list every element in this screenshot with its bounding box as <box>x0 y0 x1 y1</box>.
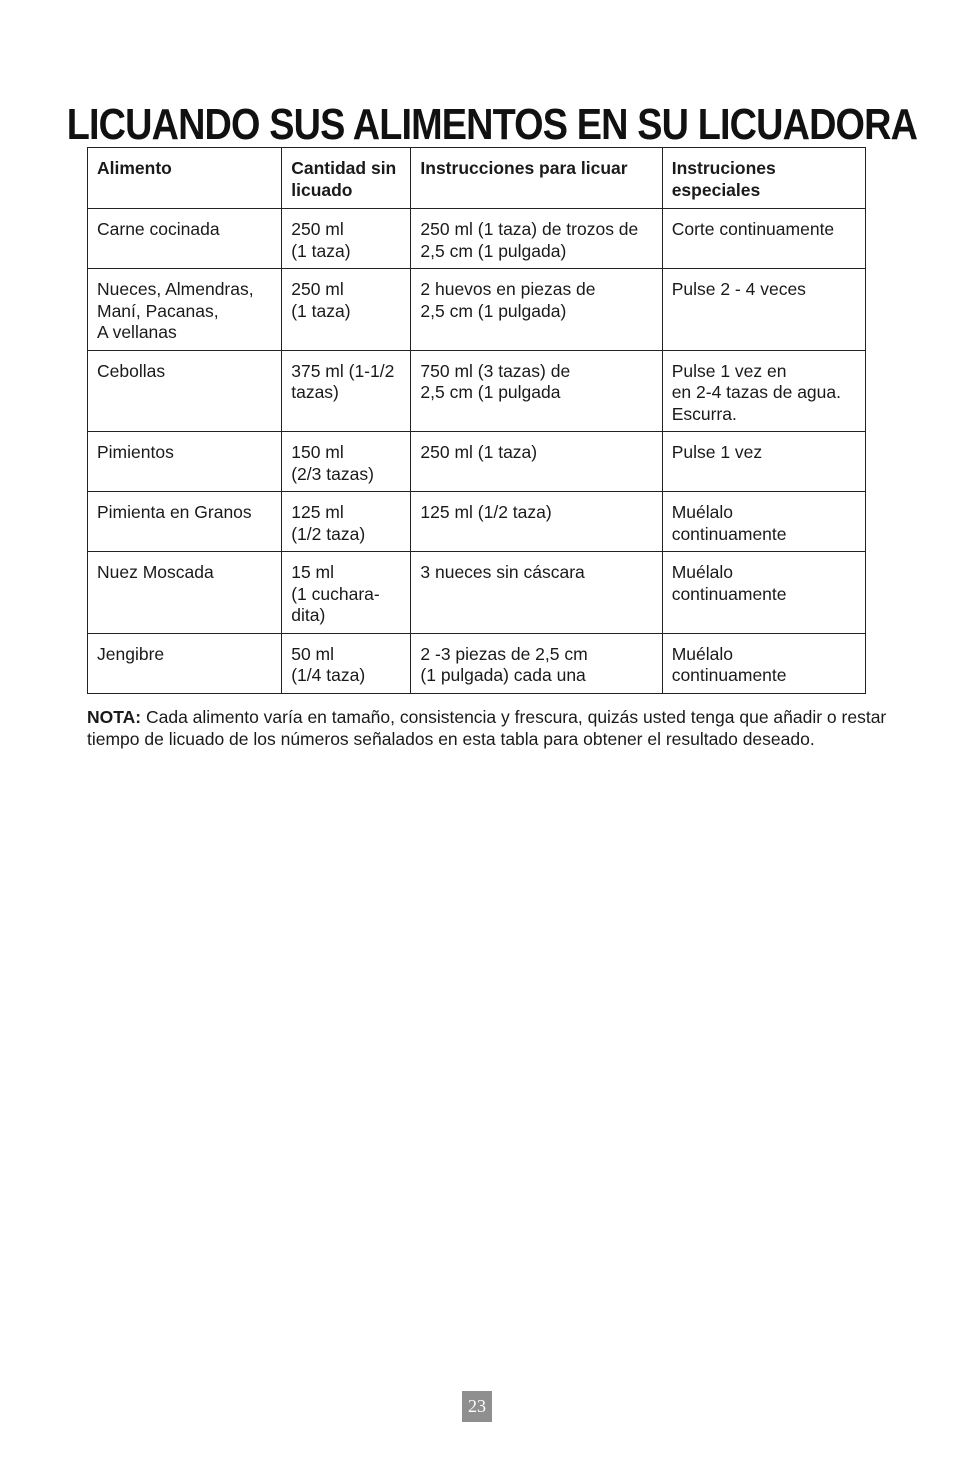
special-cell: Muélalo continuamente <box>662 633 865 693</box>
food-cell: Pimienta en Granos <box>88 492 282 552</box>
food-cell: Nuez Moscada <box>88 552 282 634</box>
header-food: Alimento <box>88 148 282 209</box>
food-cell: Cebollas <box>88 350 282 432</box>
quantity-cell: 375 ml (1-1/2 tazas) <box>282 350 411 432</box>
instructions-cell: 250 ml (1 taza) de trozos de 2,5 cm (1 pulgada) <box>411 209 662 269</box>
food-cell: Pimientos <box>88 432 282 492</box>
special-cell: Pulse 1 vez <box>662 432 865 492</box>
quantity-cell: 250 ml (1 taza) <box>282 209 411 269</box>
instructions-cell: 3 nueces sin cáscara <box>411 552 662 634</box>
table-row <box>88 209 866 269</box>
table-row <box>88 432 866 492</box>
instructions-cell: 750 ml (3 tazas) de 2,5 cm (1 pulgada <box>411 350 662 432</box>
page-number: 23 <box>462 1391 492 1422</box>
quantity-cell: 15 ml (1 cuchara- dita) <box>282 552 411 634</box>
quantity-cell: 150 ml (2/3 tazas) <box>282 432 411 492</box>
header-special-instructions: Instruciones especiales <box>662 148 865 209</box>
table-row <box>88 350 866 432</box>
instructions-cell: 2 -3 piezas de 2,5 cm (1 pulgada) cada una <box>411 633 662 693</box>
note-text: Cada alimento varía en tamaño, consistencia y frescura, quizás usted tenga que añadir o restar tiempo de licuado de los números señalados en esta tabla para obtener el resultado deseado. <box>87 706 887 749</box>
food-cell: Carne cocinada <box>88 209 282 269</box>
note-paragraph <box>87 706 887 750</box>
quantity-cell: 50 ml (1/4 taza) <box>282 633 411 693</box>
table-row <box>88 492 866 552</box>
food-cell: Nueces, Almendras, Maní, Pacanas, A vellanas <box>88 269 282 351</box>
special-cell: Pulse 2 - 4 veces <box>662 269 865 351</box>
instructions-cell: 125 ml (1/2 taza) <box>411 492 662 552</box>
special-cell: Corte continuamente <box>662 209 865 269</box>
instructions-cell: 250 ml (1 taza) <box>411 432 662 492</box>
quantity-cell: 250 ml (1 taza) <box>282 269 411 351</box>
note-label: NOTA: <box>87 706 142 727</box>
food-cell: Jengibre <box>88 633 282 693</box>
special-cell: Muélalo continuamente <box>662 492 865 552</box>
table-row <box>88 633 866 693</box>
instructions-cell: 2 huevos en piezas de 2,5 cm (1 pulgada) <box>411 269 662 351</box>
blending-table <box>87 147 866 694</box>
quantity-cell: 125 ml (1/2 taza) <box>282 492 411 552</box>
header-instructions: Instrucciones para licuar <box>411 148 662 209</box>
table-row <box>88 269 866 351</box>
special-cell: Pulse 1 vez en en 2-4 tazas de agua. Escurra. <box>662 350 865 432</box>
special-cell: Muélalo continuamente <box>662 552 865 634</box>
table-row <box>88 552 866 634</box>
page-title: LICUANDO SUS ALIMENTOS EN SU LICUADORA <box>66 100 918 150</box>
table-header-row <box>88 148 866 209</box>
header-quantity: Cantidad sin licuado <box>282 148 411 209</box>
